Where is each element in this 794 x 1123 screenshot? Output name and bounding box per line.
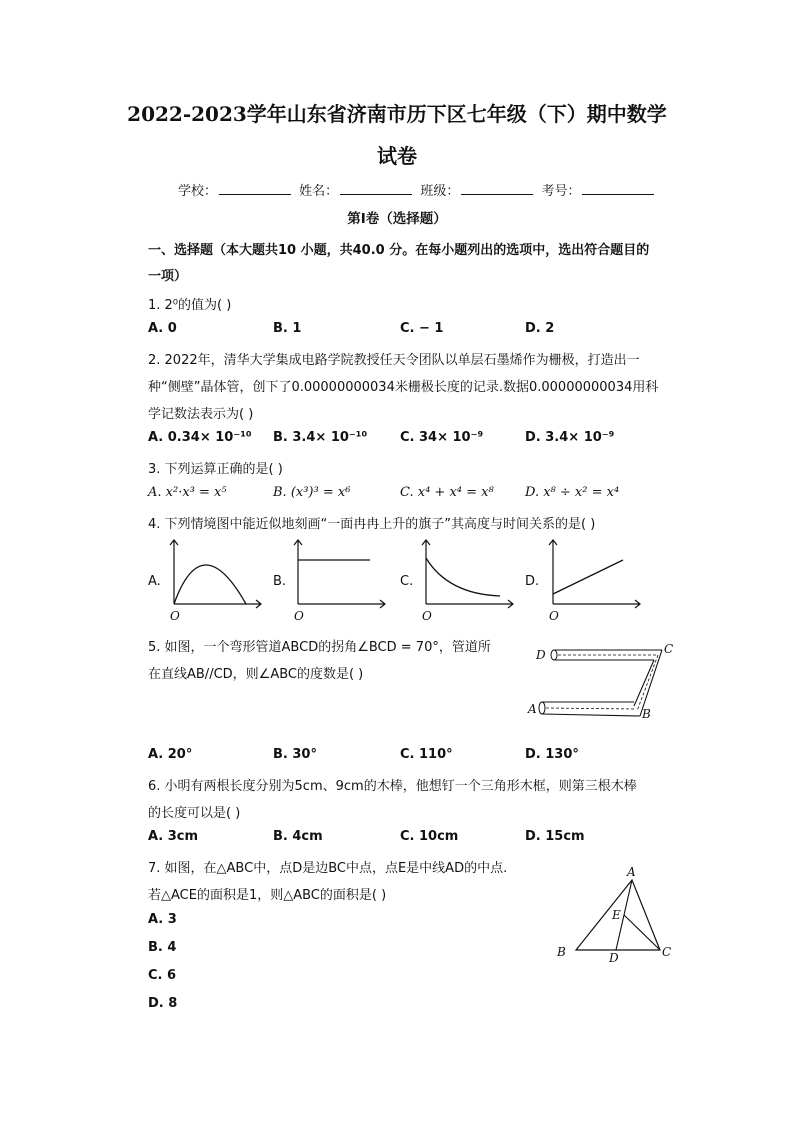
exam-number-blank[interactable] [582,182,654,195]
q5-label-d: D [536,648,546,662]
q1-stem: 1. 2⁰的值为( ) [148,298,232,313]
q7-label-c: C [662,945,672,959]
q3-option-b[interactable]: B. (x³)³ = x⁶ [273,485,351,500]
student-info-row [178,180,658,199]
q7-line1: 7. 如图，在△ABC中，点D是边BC中点，点E是中线AD的中点. [148,861,508,876]
q7-label-a: A [627,865,636,879]
q7-option-d[interactable]: D. 8 [148,996,178,1011]
q5-line2: 在直线AB//CD，则∠ABC的度数是( ) [148,667,364,682]
q2-option-d[interactable]: D. 3.4× 10⁻⁹ [525,430,615,445]
q3-stem: 3. 下列运算正确的是( ) [148,462,283,477]
q7-label-d: D [609,951,619,965]
q1-option-b[interactable]: B. 1 [273,321,302,336]
q7-option-b[interactable]: B. 4 [148,940,177,955]
q1-option-a[interactable]: A. 0 [148,321,177,336]
exam-title-line1: 2022-2023学年山东省济南市历下区七年级（下）期中数学 [127,102,667,126]
q7-line2: 若△ACE的面积是1，则△ABC的面积是( ) [148,888,387,903]
q5-label-b: B [642,707,651,721]
q4-graph-a [166,536,266,626]
school-label: 学校： [178,184,218,199]
q2-line3: 学记数法表示为( ) [148,407,254,422]
q3-option-c[interactable]: C. x⁴ + x⁴ = x⁸ [400,485,494,500]
q1-option-c[interactable]: C. − 1 [400,321,444,336]
school-blank[interactable] [219,182,291,195]
q1-option-d[interactable]: D. 2 [525,321,555,336]
name-blank[interactable] [340,182,412,195]
q5-option-b[interactable]: B. 30° [273,747,317,762]
q4-d-origin: O [549,609,559,623]
q4-graph-d [545,536,645,626]
q7-label-b: B [557,945,566,959]
q4-graph-c [418,536,518,626]
q4-option-d[interactable]: D. [525,574,540,589]
q7-label-e: E [612,908,621,922]
q3-option-a[interactable]: A. x²·x³ = x⁵ [148,485,227,500]
q5-label-c: C [664,642,674,656]
q5-label-a: A [528,702,537,716]
q3-option-d[interactable]: D. x⁸ ÷ x² = x⁴ [525,485,620,500]
q7-triangle-diagram [552,862,682,967]
q2-option-c[interactable]: C. 34× 10⁻⁹ [400,430,484,445]
q5-option-d[interactable]: D. 130° [525,747,579,762]
q5-option-c[interactable]: C. 110° [400,747,453,762]
q4-option-c[interactable]: C. [400,574,414,589]
exam-number-label: 考号： [541,184,581,199]
q6-line2: 的长度可以是( ) [148,806,241,821]
class-label: 班级： [420,184,460,199]
q5-pipe-diagram [528,640,678,725]
q2-option-a[interactable]: A. 0.34× 10⁻¹⁰ [148,430,252,445]
q6-option-a[interactable]: A. 3cm [148,829,199,844]
exam-title-line2: 试卷 [377,144,417,168]
volume-heading: 第I卷（选择题） [347,211,447,227]
q5-option-a[interactable]: A. 20° [148,747,193,762]
q2-line2: 种“侧壁”晶体管，创下了0.00000000034米栅极长度的记录.数据0.00000000034用科 [148,380,659,395]
q4-stem: 4. 下列情境图中能近似地刻画“一面冉冉上升的旗子”其高度与时间关系的是( ) [148,517,596,532]
q7-option-a[interactable]: A. 3 [148,912,177,927]
section-instructions-line1: 一、选择题（本大题共10 小题，共40.0 分。在每小题列出的选项中，选出符合题目的 [148,243,650,258]
q2-line1: 2. 2022年，清华大学集成电路学院教授任天令团队以单层石墨烯作为栅极，打造出一 [148,353,640,368]
name-label: 姓名： [299,184,339,199]
q2-option-b[interactable]: B. 3.4× 10⁻¹⁰ [273,430,368,445]
q4-c-origin: O [422,609,432,623]
q6-option-d[interactable]: D. 15cm [525,829,585,844]
q6-line1: 6. 小明有两根长度分别为5cm、9cm的木棒，他想钉一个三角形木框，则第三根木棒 [148,779,637,794]
q4-a-origin: O [170,609,180,623]
q4-option-b[interactable]: B. [273,574,287,589]
class-blank[interactable] [461,182,533,195]
q6-option-b[interactable]: B. 4cm [273,829,323,844]
section-instructions-line2: 一项） [148,269,188,284]
q4-option-a[interactable]: A. [148,574,161,589]
q7-option-c[interactable]: C. 6 [148,968,177,983]
q4-b-origin: O [294,609,304,623]
q6-option-c[interactable]: C. 10cm [400,829,459,844]
q5-line1: 5. 如图，一个弯形管道ABCD的拐角∠BCD = 70°，管道所 [148,640,491,655]
q4-graph-b [290,536,390,626]
